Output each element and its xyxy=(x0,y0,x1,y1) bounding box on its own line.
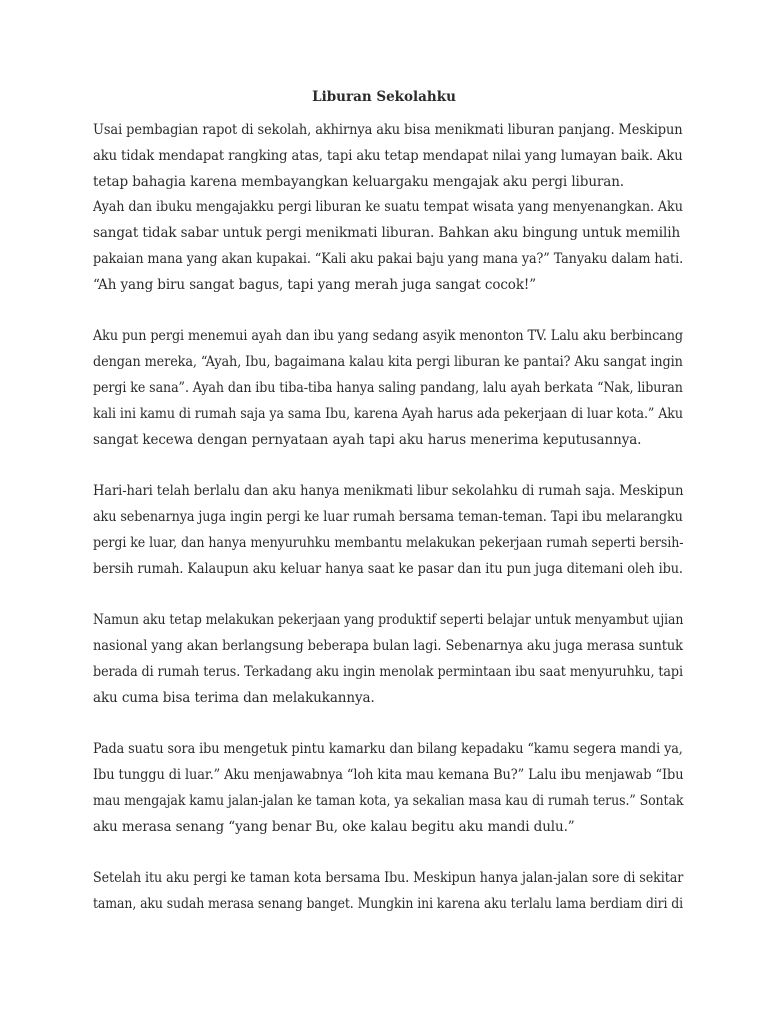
text-line: Setelah itu aku pergi ke taman kota bersama Ibu. Meskipun hanya jalan-jalan sore di sekitar xyxy=(93,870,684,887)
text-line: sangat kecewa dengan pernyataan ayah tapi aku harus menerima keputusannya. xyxy=(93,431,642,448)
paragraph-1 xyxy=(93,118,683,195)
text-line: Ibu tunggu di luar.” Aku menjawabnya “loh kita mau kemana Bu?” Lalu ibu menjawab “Ibu xyxy=(93,766,684,783)
text-line: Hari-hari telah berlalu dan aku hanya menikmati libur sekolahku di rumah saja. Meskipun xyxy=(93,483,684,500)
paragraph-7 xyxy=(93,866,683,918)
paragraph-6 xyxy=(93,737,683,840)
text-line: Usai pembagian rapot di sekolah, akhirnya aku bisa menikmati liburan panjang. Meskipun xyxy=(93,122,683,138)
text-line: aku merasa senang “yang benar Bu, oke kalau begitu aku mandi dulu.” xyxy=(93,818,575,835)
text-line: pergi ke luar, dan hanya menyuruhku membantu melakukan pekerjaan rumah seperti bersih- xyxy=(93,534,684,551)
text-line: bersih rumah. Kalaupun aku keluar hanya saat ke pasar dan itu pun juga ditemani oleh ibu. xyxy=(93,560,683,577)
text-line: aku sebenarnya juga ingin pergi ke luar rumah bersama teman-teman. Tapi ibu melarangku xyxy=(93,508,683,525)
document-body xyxy=(93,118,683,944)
text-line: berada di rumah terus. Terkadang aku ingin menolak permintaan ibu saat menyuruhku, tapi xyxy=(93,663,683,680)
text-line: Ayah dan ibuku mengajakku pergi liburan ke suatu tempat wisata yang menyenangkan. Aku xyxy=(93,199,683,216)
text-line: tetap bahagia karena membayangkan keluargaku mengajak aku pergi liburan. xyxy=(93,173,625,190)
text-line: Aku pun pergi menemui ayah dan ibu yang sedang asyik menonton TV. Lalu aku berbincang xyxy=(93,328,683,345)
paragraph-2 xyxy=(93,195,683,298)
text-line: dengan mereka, “Ayah, Ibu, bagaimana kalau kita pergi liburan ke pantai? Aku sangat ingin xyxy=(93,354,683,371)
text-line: aku tidak mendapat rangking atas, tapi aku tetap mendapat nilai yang lumayan baik. Aku xyxy=(93,147,683,164)
text-line: Namun aku tetap melakukan pekerjaan yang produktif seperti belajar untuk menyambut ujian xyxy=(93,612,684,629)
document-title: Liburan Sekolahku xyxy=(312,89,456,105)
paragraph-5 xyxy=(93,608,683,711)
text-line: kali ini kamu di rumah saja ya sama Ibu, karena Ayah harus ada pekerjaan di luar kota.” Aku xyxy=(93,405,683,422)
text-line: mau mengajak kamu jalan-jalan ke taman kota, ya sekalian masa kau di rumah terus.” Sontak xyxy=(93,792,684,809)
paragraph-3 xyxy=(93,324,683,453)
paragraph-4 xyxy=(93,479,683,582)
text-line: sangat tidak sabar untuk pergi menikmati liburan. Bahkan aku bingung untuk memilih xyxy=(93,225,681,242)
text-line: nasional yang akan berlangsung beberapa bulan lagi. Sebenarnya aku juga merasa suntuk xyxy=(93,637,683,654)
text-line: taman, aku sudah merasa senang banget. Mungkin ini karena aku terlalu lama berdiam diri di xyxy=(93,895,684,912)
text-line: Pada suatu sora ibu mengetuk pintu kamarku dan bilang kepadaku “kamu segera mandi ya, xyxy=(93,741,683,758)
text-line: aku cuma bisa terima dan melakukannya. xyxy=(93,689,375,706)
text-line: pergi ke sana”. Ayah dan ibu tiba-tiba hanya saling pandang, lalu ayah berkata “Nak, liburan xyxy=(93,379,683,396)
text-line: “Ah yang biru sangat bagus, tapi yang merah juga sangat cocok!” xyxy=(93,276,537,293)
text-line: pakaian mana yang akan kupakai. “Kali aku pakai baju yang mana ya?” Tanyaku dalam hati. xyxy=(93,250,684,267)
